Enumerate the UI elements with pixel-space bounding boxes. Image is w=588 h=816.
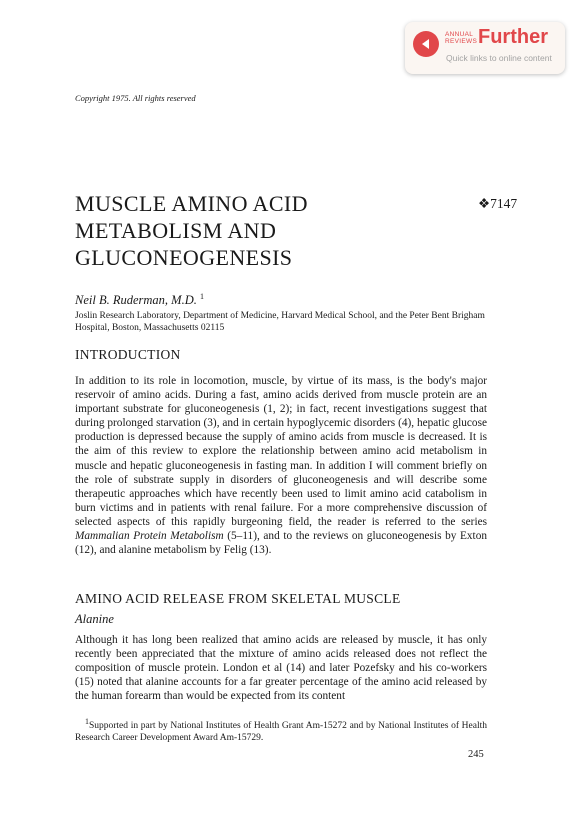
footnote-mark: 1	[85, 717, 89, 726]
title-line: GLUCONEOGENESIS	[75, 245, 293, 270]
copyright-notice: Copyright 1975. All rights reserved	[75, 93, 196, 103]
page-number: 245	[468, 749, 484, 760]
badge-further-text: Further	[478, 26, 548, 48]
author-affiliation: Joslin Research Laboratory, Department of Medicine, Harvard Medical School, and the Peter Bent Brigham Hospital, Boston, Massachusetts 02115	[75, 311, 485, 333]
footnote	[75, 716, 487, 744]
author-line	[75, 292, 204, 308]
badge-annual-text: ANNUAL	[445, 31, 474, 38]
article-title	[75, 190, 405, 271]
introduction-paragraph	[75, 374, 487, 557]
author-name: Neil B. Ruderman, M.D.	[75, 293, 197, 308]
introduction-text: In addition to its role in locomotion, muscle, by virtue of its mass, is the body's major reservoir of amino acids. During a fast, amino acids derived from muscle protein are an important substrate for gluconeogenesis (1, 2); in fact, recent investigations suggest that during prolonged starvation (3), and in certain hypoglycemic disorders (4), hepatic glucose production is depressed because the supply of amino acids from muscle is decreased. It is the aim of this review to explore the relationship between amino acid metabolism in muscle and hepatic gluconeogenesis in fasting man. In addition I will comment briefly on the role of substrate supply in disorders of gluconeogenesis and will describe some therapeutic approaches which have recently been used to limit amino acid catabolism in burn victims and in patients with renal failure. For a more comprehensive discussion of selected aspects of this rapidly burgeoning field, the reader is referred to the series	[75, 375, 487, 528]
title-line: METABOLISM AND	[75, 218, 277, 243]
play-arrow-icon	[419, 37, 433, 51]
badge-publisher-label	[445, 31, 477, 45]
alanine-paragraph: Although it has long been realized that amino acids are released by muscle, it has only recently been appreciated that the mixture of amino acids released does not reflect the composition of muscle protein. London et al (14) and later Pozefsky and his co-workers (15) noted that alanine accounts for a far greater percentage of the amino acid released by the human forearm than would be expected from its content	[75, 634, 487, 703]
title-line: MUSCLE AMINO ACID	[75, 191, 308, 216]
author-footnote-mark: 1	[199, 292, 204, 301]
footnote-text: Supported in part by National Institutes of Health Grant Am-15272 and by National Institutes of Health Research Career Development Award Am-15729.	[75, 721, 487, 744]
annual-reviews-logo-icon	[413, 31, 439, 57]
section-heading-amino-acid-release: AMINO ACID RELEASE FROM SKELETAL MUSCLE	[75, 591, 401, 606]
subsection-heading-alanine: Alanine	[75, 612, 114, 626]
article-code: ❖7147	[478, 196, 518, 211]
series-title: Mammalian Protein Metabolism	[75, 530, 224, 543]
annual-reviews-further-badge[interactable]	[405, 22, 565, 74]
introduction-text-tail: (5–11), and to the reviews on gluconeogenesis by Exton (12), and alanine metabolism by Felig (13).	[75, 530, 487, 557]
badge-reviews-text: REVIEWS	[445, 38, 478, 45]
badge-quick-links-text: Quick links to online content	[446, 53, 552, 63]
section-heading-introduction: INTRODUCTION	[75, 347, 181, 362]
